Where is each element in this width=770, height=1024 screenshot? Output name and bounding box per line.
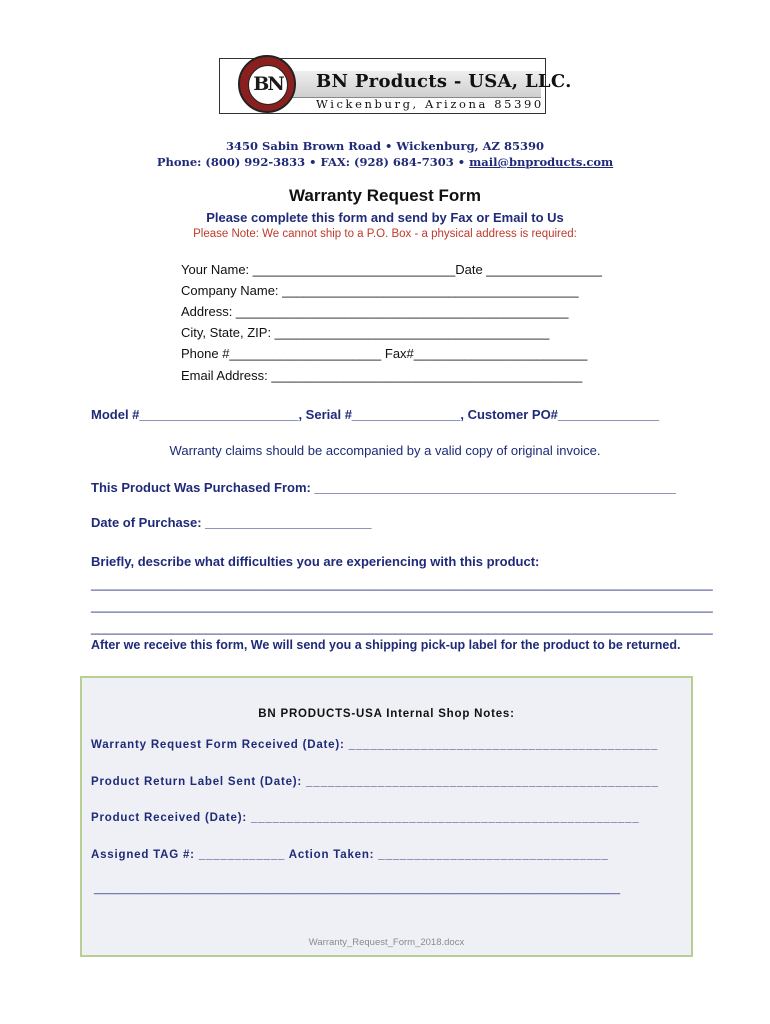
city-state-zip-field[interactable]: City, State, ZIP: ______________________________________ bbox=[181, 325, 550, 340]
contact-phone-line bbox=[0, 155, 770, 169]
phone-fax-field[interactable]: Phone #_____________________ Fax#________________________ bbox=[181, 346, 588, 361]
page-title: Warranty Request Form bbox=[288, 186, 482, 205]
describe-line[interactable]: ______________________________________________________________________________________ bbox=[91, 620, 713, 635]
describe-line[interactable]: ______________________________________________________________________________________ bbox=[91, 598, 713, 613]
return-label-note: After we receive this form, We will send you a shipping pick-up label for the product to be returned. bbox=[91, 638, 681, 652]
address-field[interactable]: Address: ______________________________________________ bbox=[181, 304, 569, 319]
form-received-date-field[interactable]: Warranty Request Form Received (Date): ___________________________________________ bbox=[91, 739, 659, 751]
internal-notes-title: BN PRODUCTS-USA Internal Shop Notes: bbox=[258, 708, 515, 720]
invoice-note: Warranty claims should be accompanied by a valid copy of original invoice. bbox=[169, 443, 601, 458]
contact-address: 3450 Sabin Brown Road • Wickenburg, AZ 85390 bbox=[226, 139, 544, 153]
model-serial-po-field[interactable]: Model #______________________, Serial #_______________, Customer PO#______________ bbox=[91, 407, 660, 422]
product-received-date-field[interactable]: Product Received (Date): ______________________________________________________ bbox=[91, 812, 640, 824]
seal-icon: BN bbox=[238, 55, 296, 113]
logo-location: Wickenburg, Arizona 85390 bbox=[316, 97, 544, 111]
contact-phone-fax: Phone: (800) 992-3833 • FAX: (928) 684-7303 • bbox=[156, 155, 466, 169]
logo-company-name: BN Products - USA, LLC. bbox=[316, 71, 572, 92]
company-logo bbox=[219, 58, 572, 114]
internal-shop-notes-box bbox=[80, 676, 693, 957]
company-name-field[interactable]: Company Name: _________________________________________ bbox=[181, 283, 579, 298]
contact-email-link[interactable]: mail@bnproducts.com bbox=[469, 155, 614, 169]
logo-frame bbox=[219, 58, 572, 114]
describe-line[interactable]: ______________________________________________________________________________________ bbox=[91, 576, 713, 591]
date-of-purchase-field[interactable]: Date of Purchase: _______________________ bbox=[91, 515, 372, 530]
describe-prompt: Briefly, describe what difficulties you are experiencing with this product: bbox=[91, 554, 540, 569]
email-address-field[interactable]: Email Address: ___________________________________________ bbox=[181, 368, 583, 383]
blank-notes-line[interactable]: ______________________________________________________________________________________ bbox=[94, 883, 621, 895]
po-box-note: Please Note: We cannot ship to a P.O. Box - a physical address is required: bbox=[193, 228, 577, 240]
file-name-footer: Warranty_Request_Form_2018.docx bbox=[308, 937, 465, 948]
form-subtitle: Please complete this form and send by Fax or Email to Us bbox=[206, 210, 564, 225]
name-date-field[interactable]: Your Name: ____________________________Date ________________ bbox=[181, 262, 602, 277]
tag-action-field[interactable]: Assigned TAG #: ____________ Action Taken: ________________________________ bbox=[91, 849, 609, 861]
label-sent-date-field[interactable]: Product Return Label Sent (Date): _________________________________________________ bbox=[91, 776, 659, 788]
purchased-from-field[interactable]: This Product Was Purchased From: __________________________________________________ bbox=[91, 480, 676, 495]
